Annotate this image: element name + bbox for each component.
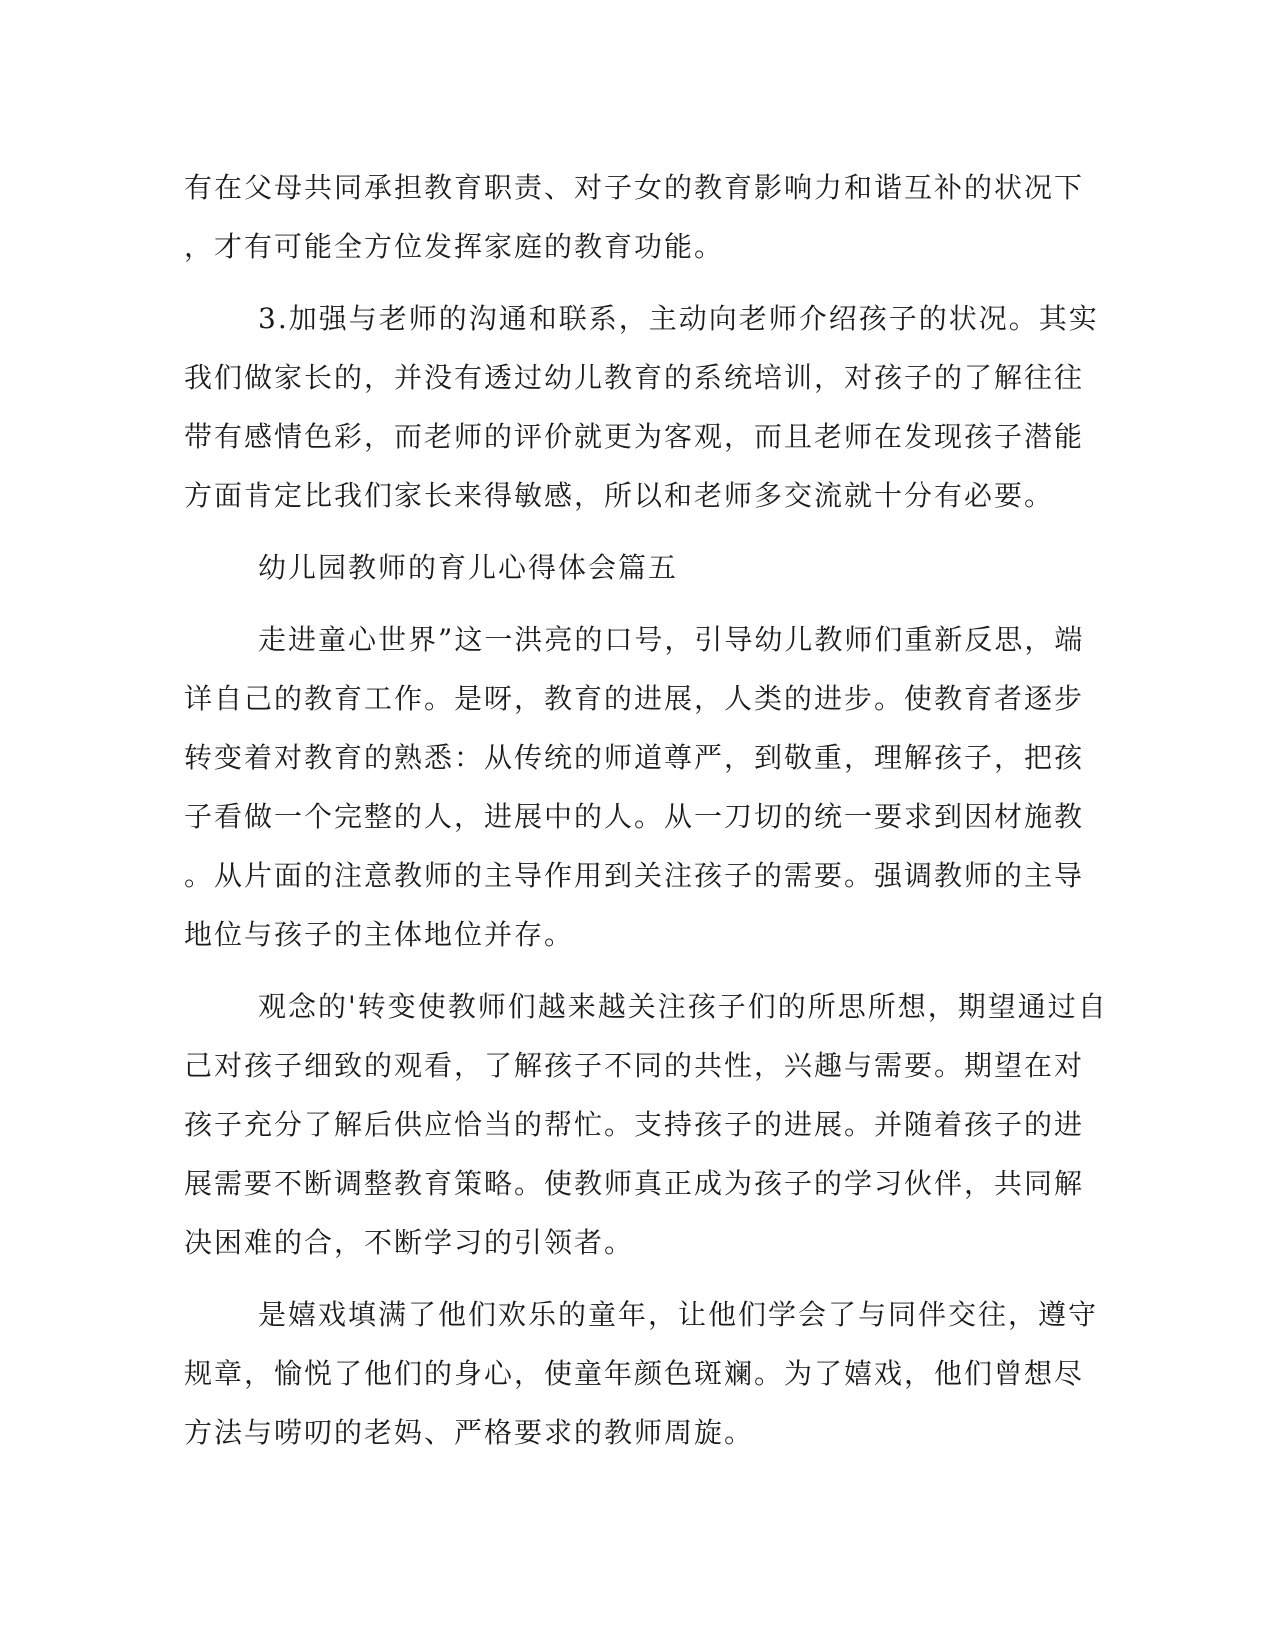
paragraph (184, 1285, 1099, 1462)
text-line: 走进童心世界”这一洪亮的口号，引导幼儿教师们重新反思，端 (258, 623, 1085, 656)
paragraph (184, 158, 1085, 276)
document-body (184, 158, 1108, 1462)
text-line: ，才有可能全方位发挥家庭的教育功能。 (184, 230, 725, 263)
text-line: 展需要不断调整教育策略。使教师真正成为孩子的学习伙伴，共同解 (184, 1167, 1085, 1200)
text-line: 观念的'转变使教师们越来越关注孩子们的所思所想，期望通过自 (258, 990, 1108, 1023)
text-line: 决困难的合，不断学习的引领者。 (184, 1226, 635, 1259)
text-line: 方面肯定比我们家长来得敏感，所以和老师多交流就十分有必要。 (184, 479, 1055, 512)
text-line: 方法与唠叨的老妈、严格要求的教师周旋。 (184, 1416, 755, 1449)
section-heading (184, 538, 1044, 597)
text-line: 带有感情色彩，而老师的评价就更为客观，而且老师在发现孩子潜能 (184, 420, 1085, 453)
text-line: 有在父母共同承担教育职责、对子女的教育影响力和谐互补的状况下 (184, 171, 1085, 204)
text-line: 子看做一个完整的人，进展中的人。从一刀切的统一要求到因材施教 (184, 800, 1085, 833)
paragraph (184, 610, 1085, 964)
text-line: 孩子充分了解后供应恰当的帮忙。支持孩子的进展。并随着孩子的进 (184, 1108, 1085, 1141)
text-line: 详自己的教育工作。是呀，教育的进展，人类的进步。使教育者逐步 (184, 682, 1085, 715)
paragraph (184, 289, 1099, 525)
text-line: 己对孩子细致的观看，了解孩子不同的共性，兴趣与需要。期望在对 (184, 1049, 1085, 1082)
text-line: 转变着对教育的熟悉：从传统的师道尊严，到敬重，理解孩子，把孩 (184, 741, 1085, 774)
paragraph (184, 977, 1108, 1272)
text-line: 。从片面的注意教师的主导作用到关注孩子的需要。强调教师的主导 (184, 859, 1085, 892)
section-heading-text: 幼儿园教师的育儿心得体会篇五 (258, 551, 679, 584)
text-line: 是嬉戏填满了他们欢乐的童年，让他们学会了与同伴交往，遵守 (258, 1298, 1099, 1331)
text-line: 规章，愉悦了他们的身心，使童年颜色斑斓。为了嬉戏，他们曾想尽 (184, 1357, 1085, 1390)
text-line: 地位与孩子的主体地位并存。 (184, 918, 575, 951)
text-line: 3.加强与老师的沟通和联系，主动向老师介绍孩子的状况。其实 (258, 302, 1099, 335)
text-line: 我们做家长的，并没有透过幼儿教育的系统培训，对孩子的了解往往 (184, 361, 1085, 394)
